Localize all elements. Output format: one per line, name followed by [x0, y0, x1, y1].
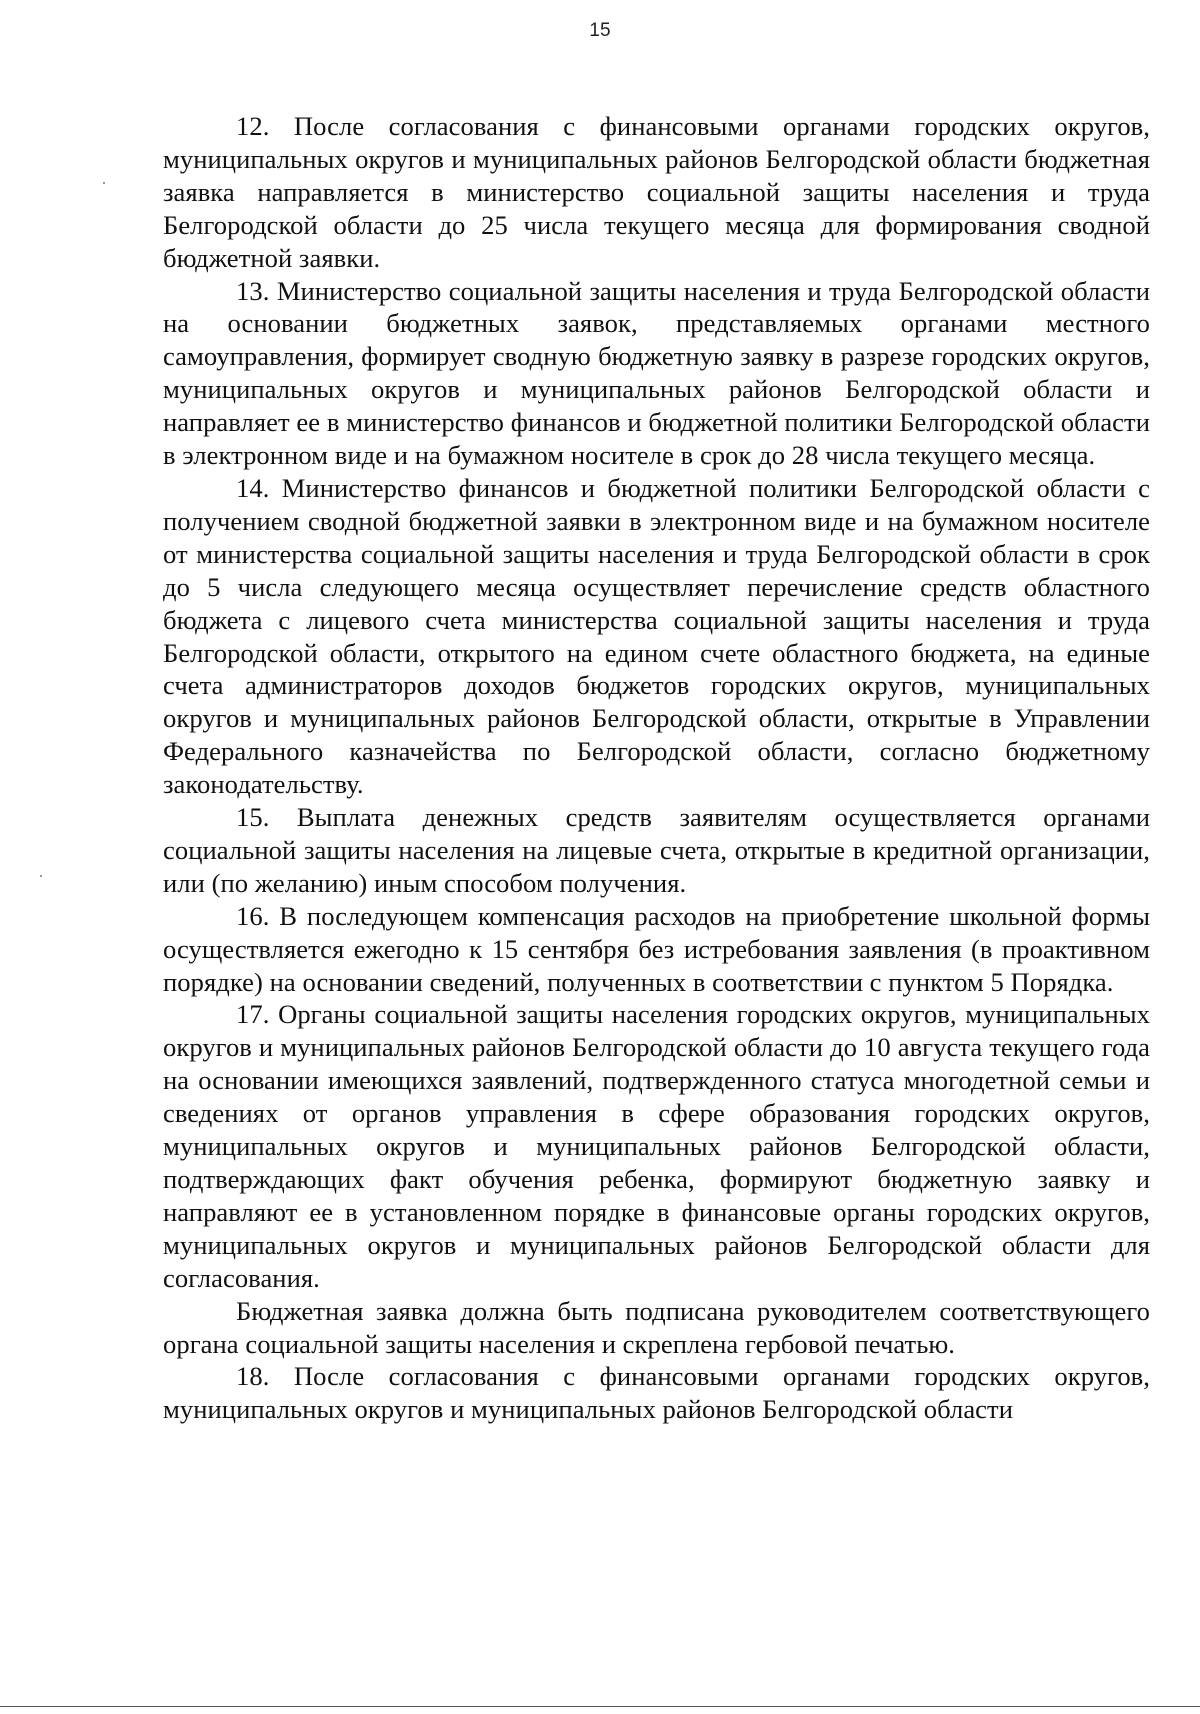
- scan-speck: [103, 182, 105, 184]
- scan-speck: [40, 875, 42, 877]
- paragraph-16: 16. В последующем компенсация расходов на приобретение школьной формы осуществляется ежегодно к 15 сентября без истребования заявления (в проактивном порядке) на основании сведений, полученных в соответствии с пунктом 5 Порядка.: [163, 900, 1150, 997]
- paragraph-13: 13. Министерство социальной защиты населения и труда Белгородской области на основании бюджетных заявок, представляемых органами местного самоуправления, формирует сводную бюджетную заявку в разрезе городских округов, муниципальных округов и муниципальных районов Белгородской области и направляет ее в министерство финансов и бюджетной политики Белгородской области в электронном виде и на бумажном носителе в срок до 28 числа текущего месяца.: [163, 275, 1150, 471]
- scan-edge-line: [0, 1706, 1200, 1707]
- paragraph-12: 12. После согласования с финансовыми органами городских округов, муниципальных округов и муниципальных районов Белгородской области бюджетная заявка направляется в министерство социальной защиты населения и труда Белгородской области до 25 числа текущего месяца для формирования сводной бюджетной заявки.: [163, 111, 1150, 273]
- paragraph-17: 17. Органы социальной защиты населения городских округов, муниципальных округов и муниципальных районов Белгородской области до 10 августа текущего года на основании имеющихся заявлений, подтвержденного статуса многодетной семьи и сведениях от органов управления в сфере образования городских округов, муниципальных округов и муниципальных районов Белгородской области, подтверждающих факт обучения ребенка, формируют бюджетную заявку и направляют ее в установленном порядке в финансовые органы городских округов, муниципальных округов и муниципальных районов Белгородской области для согласования.: [163, 999, 1150, 1293]
- paragraph-18: 18. После согласования с финансовыми органами городских округов, муниципальных округов и муниципальных районов Белгородской области: [163, 1361, 1150, 1425]
- paragraph-14: 14. Министерство финансов и бюджетной политики Белгородской области с получением сводной бюджетной заявки в электронном виде и на бумажном носителе от министерства социальной защиты населения и труда Белгородской области в срок до 5 числа следующего месяца осуществляет перечисление средств областного бюджета с лицевого счета министерства социальной защиты населения и труда Белгородской области, открытого на едином счете областного бюджета, на единые счета администраторов доходов бюджетов городских округов, муниципальных округов и муниципальных районов Белгородской области, открытые в Управлении Федерального казначейства по Белгородской области, согласно бюджетному законодательству.: [163, 472, 1150, 800]
- page-number: 15: [589, 20, 611, 41]
- paragraph-15: 15. Выплата денежных средств заявителям осуществляется органами социальной защиты населения на лицевые счета, открытые в кредитной организации, или (по желанию) иным способом получения.: [163, 802, 1150, 898]
- document-body: [163, 110, 1150, 1426]
- paragraph-budget-request-signature: Бюджетная заявка должна быть подписана руководителем соответствующего органа социальной защиты населения и скреплена гербовой печатью.: [163, 1295, 1150, 1359]
